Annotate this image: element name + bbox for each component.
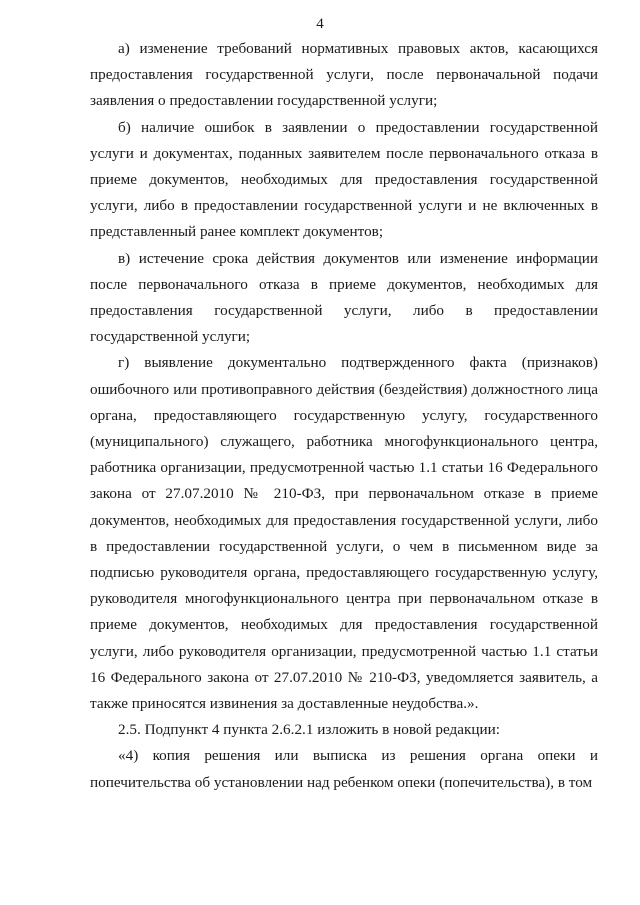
paragraph-item-b: б) наличие ошибок в заявлении о предоставлении государственной услуги и документах, поданных заявителем после первоначального отказа в приеме документов, необходимых для предоставления государственной услуги, либо в предоставлении государственной услуги и не включенных в представленный ранее комплект документов; <box>90 118 598 241</box>
page-number: 4 <box>316 16 324 32</box>
paragraph-new-wording-4: «4) копия решения или выписка из решения органа опеки и попечительства об установлении над ребенком опеки (попечительства), в том <box>90 747 598 791</box>
paragraph-item-a: а) изменение требований нормативных правовых актов, касающихся предоставления государственной услуги, после первоначальной подачи заявления о предоставлении государственной услуги; <box>90 40 598 110</box>
paragraph-amendment-2-5: 2.5. Подпункт 4 пункта 2.6.2.1 изложить в новой редакции: <box>118 721 500 739</box>
document-body <box>90 36 598 796</box>
paragraph-item-g: г) выявление документально подтвержденного факта (признаков) ошибочного или противоправного действия (бездействия) должностного лица органа, предоставляющего государственную услугу, государственного (муниципального) служащего, работника многофункционального центра, работника организации, предусмотренной частью 1.1 статьи 16 Федерального закона от 27.07.2010 № 210-ФЗ, при первоначальном отказе в приеме документов, необходимых для предоставления государственной услуги, либо в предоставлении государственной услуги, о чем в письменном виде за подписью руководителя органа, предоставляющего государственную услугу, руководителя многофункционального центра при первоначальном отказе в приеме документов, необходимых для предоставления государственной услуги, либо руководителя организации, предусмотренной частью 1.1 статьи 16 Федерального закона от 27.07.2010 № 210-ФЗ, уведомляется заявитель, а также приносятся извинения за доставленные неудобства.». <box>90 354 598 713</box>
paragraph-item-v: в) истечение срока действия документов или изменение информации после первоначального отказа в приеме документов, необходимых для предоставления государственной услуги, либо в предоставлении государственной услуги; <box>90 249 598 346</box>
